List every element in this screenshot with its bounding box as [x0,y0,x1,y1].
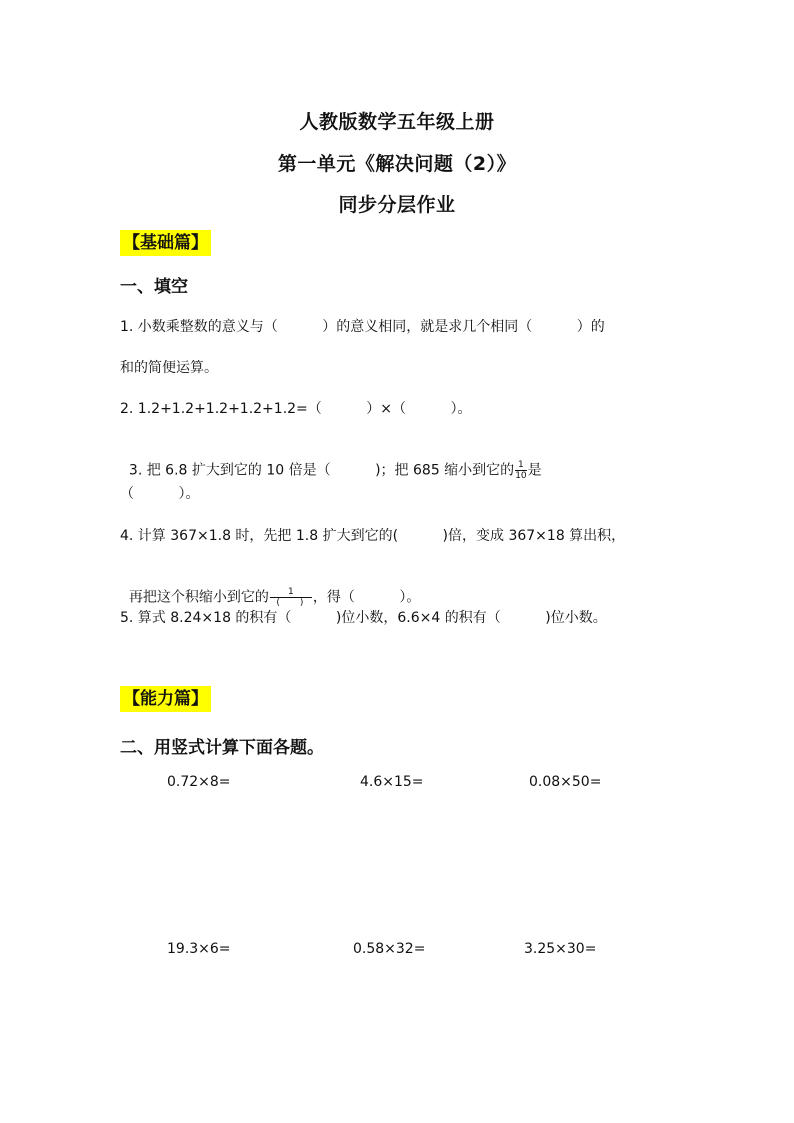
question-2: 2. 1.2+1.2+1.2+1.2+1.2=（ ）×（ ）。 [120,401,472,417]
fraction-denominator: 10 [515,471,527,481]
question-3-line-2: （ ）。 [120,486,200,502]
question-1-line-1: 1. 小数乘整数的意义与（ ）的意义相同，就是求几个相同（ ）的 [120,319,605,335]
calc-problem: 4.6×15= [360,774,424,790]
ability-section-tag: 【能力篇】 [120,686,211,712]
question-3-line-1 [120,440,542,481]
homework-subtitle: 同步分层作业 [338,194,456,216]
calc-problem: 0.72×8= [167,774,231,790]
vertical-calc-heading: 二、用竖式计算下面各题。 [120,738,324,758]
fraction-blank-denominator [270,587,312,608]
basic-section-tag: 【基础篇】 [120,230,211,256]
question-4-text: 再把这个积缩小到它的 [128,589,269,606]
question-4-line-1: 4. 计算 367×1.8 时，先把 1.8 扩大到它的( )倍，变成 367×18 算出积， [120,528,626,544]
fill-blank-heading: 一、填空 [120,277,188,297]
calc-problem: 0.58×32= [353,941,426,957]
question-4-suffix: ，得（ ）。 [312,589,421,606]
question-5: 5. 算式 8.24×18 的积有（ )位小数，6.6×4 的积有（ )位小数。 [120,610,607,626]
calc-problem: 3.25×30= [524,941,597,957]
question-3-suffix: 是 [527,462,542,479]
fraction-numerator: 1 [515,460,526,471]
question-1-line-2: 和的简便运算。 [120,360,218,376]
calc-problem: 19.3×6= [167,941,231,957]
question-3-text: 3. 把 6.8 扩大到它的 10 倍是（ )；把 685 缩小到它的 [128,462,515,479]
calc-problem: 0.08×50= [529,774,602,790]
fraction-one-tenth [515,460,526,481]
fraction-numerator: 1 [270,587,312,598]
question-4-line-2 [120,567,420,608]
fraction-denominator: ( ) [276,598,304,608]
document-title: 人教版数学五年级上册 [299,111,495,133]
unit-title: 第一单元《解决问题（2）》 [277,153,517,175]
